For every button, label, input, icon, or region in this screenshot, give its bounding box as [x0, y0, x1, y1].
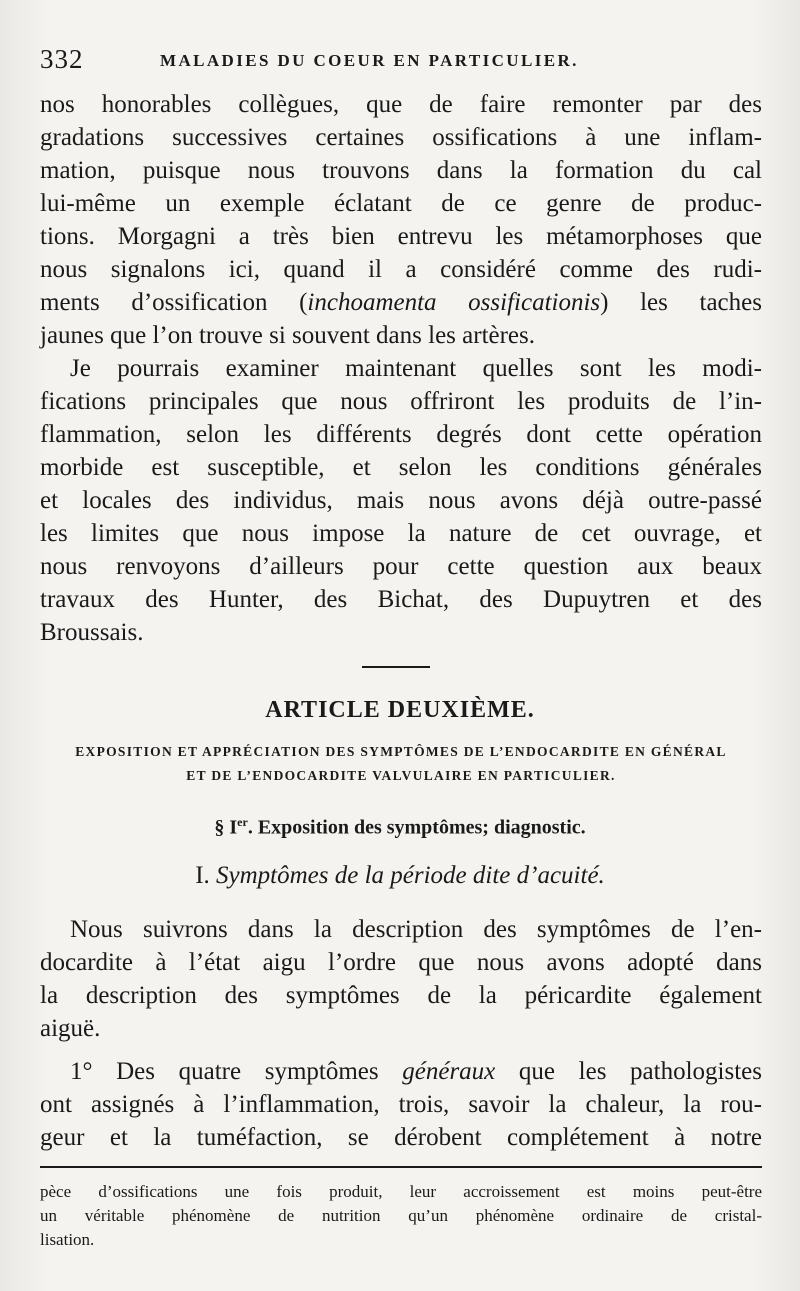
page-header: [40, 44, 762, 78]
text-line: Nous suivrons dans la description des symptômes de l’en-: [70, 916, 762, 943]
text-line: docardite à l’état aigu l’ordre que nous avons adopté dans: [40, 949, 762, 976]
text-line: travaux des Hunter, des Bichat, des Dupuytren et des: [40, 586, 762, 613]
text-line: jaunes que l’on trouve si souvent dans les artères.: [40, 322, 536, 349]
text-line: la description des symptômes de la péricardite également: [40, 982, 762, 1009]
paragraph-1: [40, 88, 762, 352]
text-line: gradations successives certaines ossifications à une inflam-: [40, 124, 762, 151]
footnote: [40, 1180, 762, 1252]
text-line: tions. Morgagni a très bien entrevu les métamorphoses que: [40, 223, 762, 250]
section-heading: [0, 815, 800, 840]
text-line: fications principales que nous offriront les produits de l’in-: [40, 388, 762, 415]
footnote-divider: [40, 1166, 762, 1168]
footnote-line: lisation.: [40, 1230, 95, 1249]
section-superscript: er: [237, 815, 248, 829]
body-text-bottom: [40, 913, 762, 1154]
section-symbol: § I: [214, 816, 238, 839]
running-title: MALADIES DU COEUR EN PARTICULIER.: [160, 51, 579, 70]
section-divider: [362, 666, 430, 668]
text-line: et locales des individus, mais nous avons déjà outre-passé: [40, 487, 762, 514]
latin-term: inchoamenta ossificationis: [307, 289, 601, 316]
text-fragment: ments d’ossification (: [40, 289, 308, 316]
text-line: mation, puisque nous trouvons dans la formation du cal: [40, 157, 762, 184]
italic-term: généraux: [402, 1058, 496, 1085]
text-line: Broussais.: [40, 619, 144, 646]
footnote-line: pèce d’ossifications une fois produit, leur accroissement est moins peut-être: [40, 1182, 762, 1201]
text-line: nous signalons ici, quand il a considéré comme des rudi-: [40, 256, 762, 283]
subsection-title: Symptômes de la période dite d’acuité.: [216, 862, 605, 889]
article-title: ARTICLE DEUXIÈME.: [265, 697, 535, 723]
text-line: morbide est susceptible, et selon les conditions générales: [40, 454, 762, 481]
text-fragment: ) les taches: [600, 289, 762, 316]
body-text-top: [40, 88, 762, 649]
page-number: 332: [40, 44, 84, 74]
section-text: . Exposition des symptômes; diagnostic.: [247, 816, 586, 839]
footnote-line: un véritable phénomène de nutrition qu’un phénomène ordinaire de cristal-: [40, 1206, 762, 1225]
text-line: lui-même un exemple éclatant de ce genre de produc-: [40, 190, 762, 217]
text-line: aiguë.: [40, 1015, 101, 1042]
text-line: Je pourrais examiner maintenant quelles sont les modi-: [70, 355, 762, 382]
article-subtitle-line: EXPOSITION ET APPRÉCIATION DES SYMPTÔMES DE L’ENDOCARDITE EN GÉNÉRAL: [75, 744, 727, 759]
article-subtitle-line: ET DE L’ENDOCARDITE VALVULAIRE EN PARTICULIER.: [186, 768, 616, 783]
paragraph-3: [40, 913, 762, 1045]
text-line: nous renvoyons d’ailleurs pour cette question aux beaux: [40, 553, 762, 580]
text-line: [40, 286, 762, 319]
text-line: nos honorables collègues, que de faire remonter par des: [40, 91, 762, 118]
article-subtitle: [40, 740, 762, 788]
subsection-number: I.: [195, 862, 217, 889]
text-line: geur et la tuméfaction, se dérobent complétement à notre: [40, 1124, 762, 1151]
text-fragment: 1° Des quatre symptômes: [70, 1058, 403, 1085]
text-line: flammation, selon les différents degrés dont cette opération: [40, 421, 762, 448]
text-fragment: que les pathologistes: [495, 1058, 762, 1085]
text-line: ont assignés à l’inflammation, trois, savoir la chaleur, la rou-: [40, 1091, 762, 1118]
text-line: [40, 1055, 762, 1088]
text-line: les limites que nous impose la nature de cet ouvrage, et: [40, 520, 762, 547]
subsection-heading: [0, 862, 800, 890]
paragraph-4: [40, 1055, 762, 1154]
paragraph-2: [40, 352, 762, 649]
